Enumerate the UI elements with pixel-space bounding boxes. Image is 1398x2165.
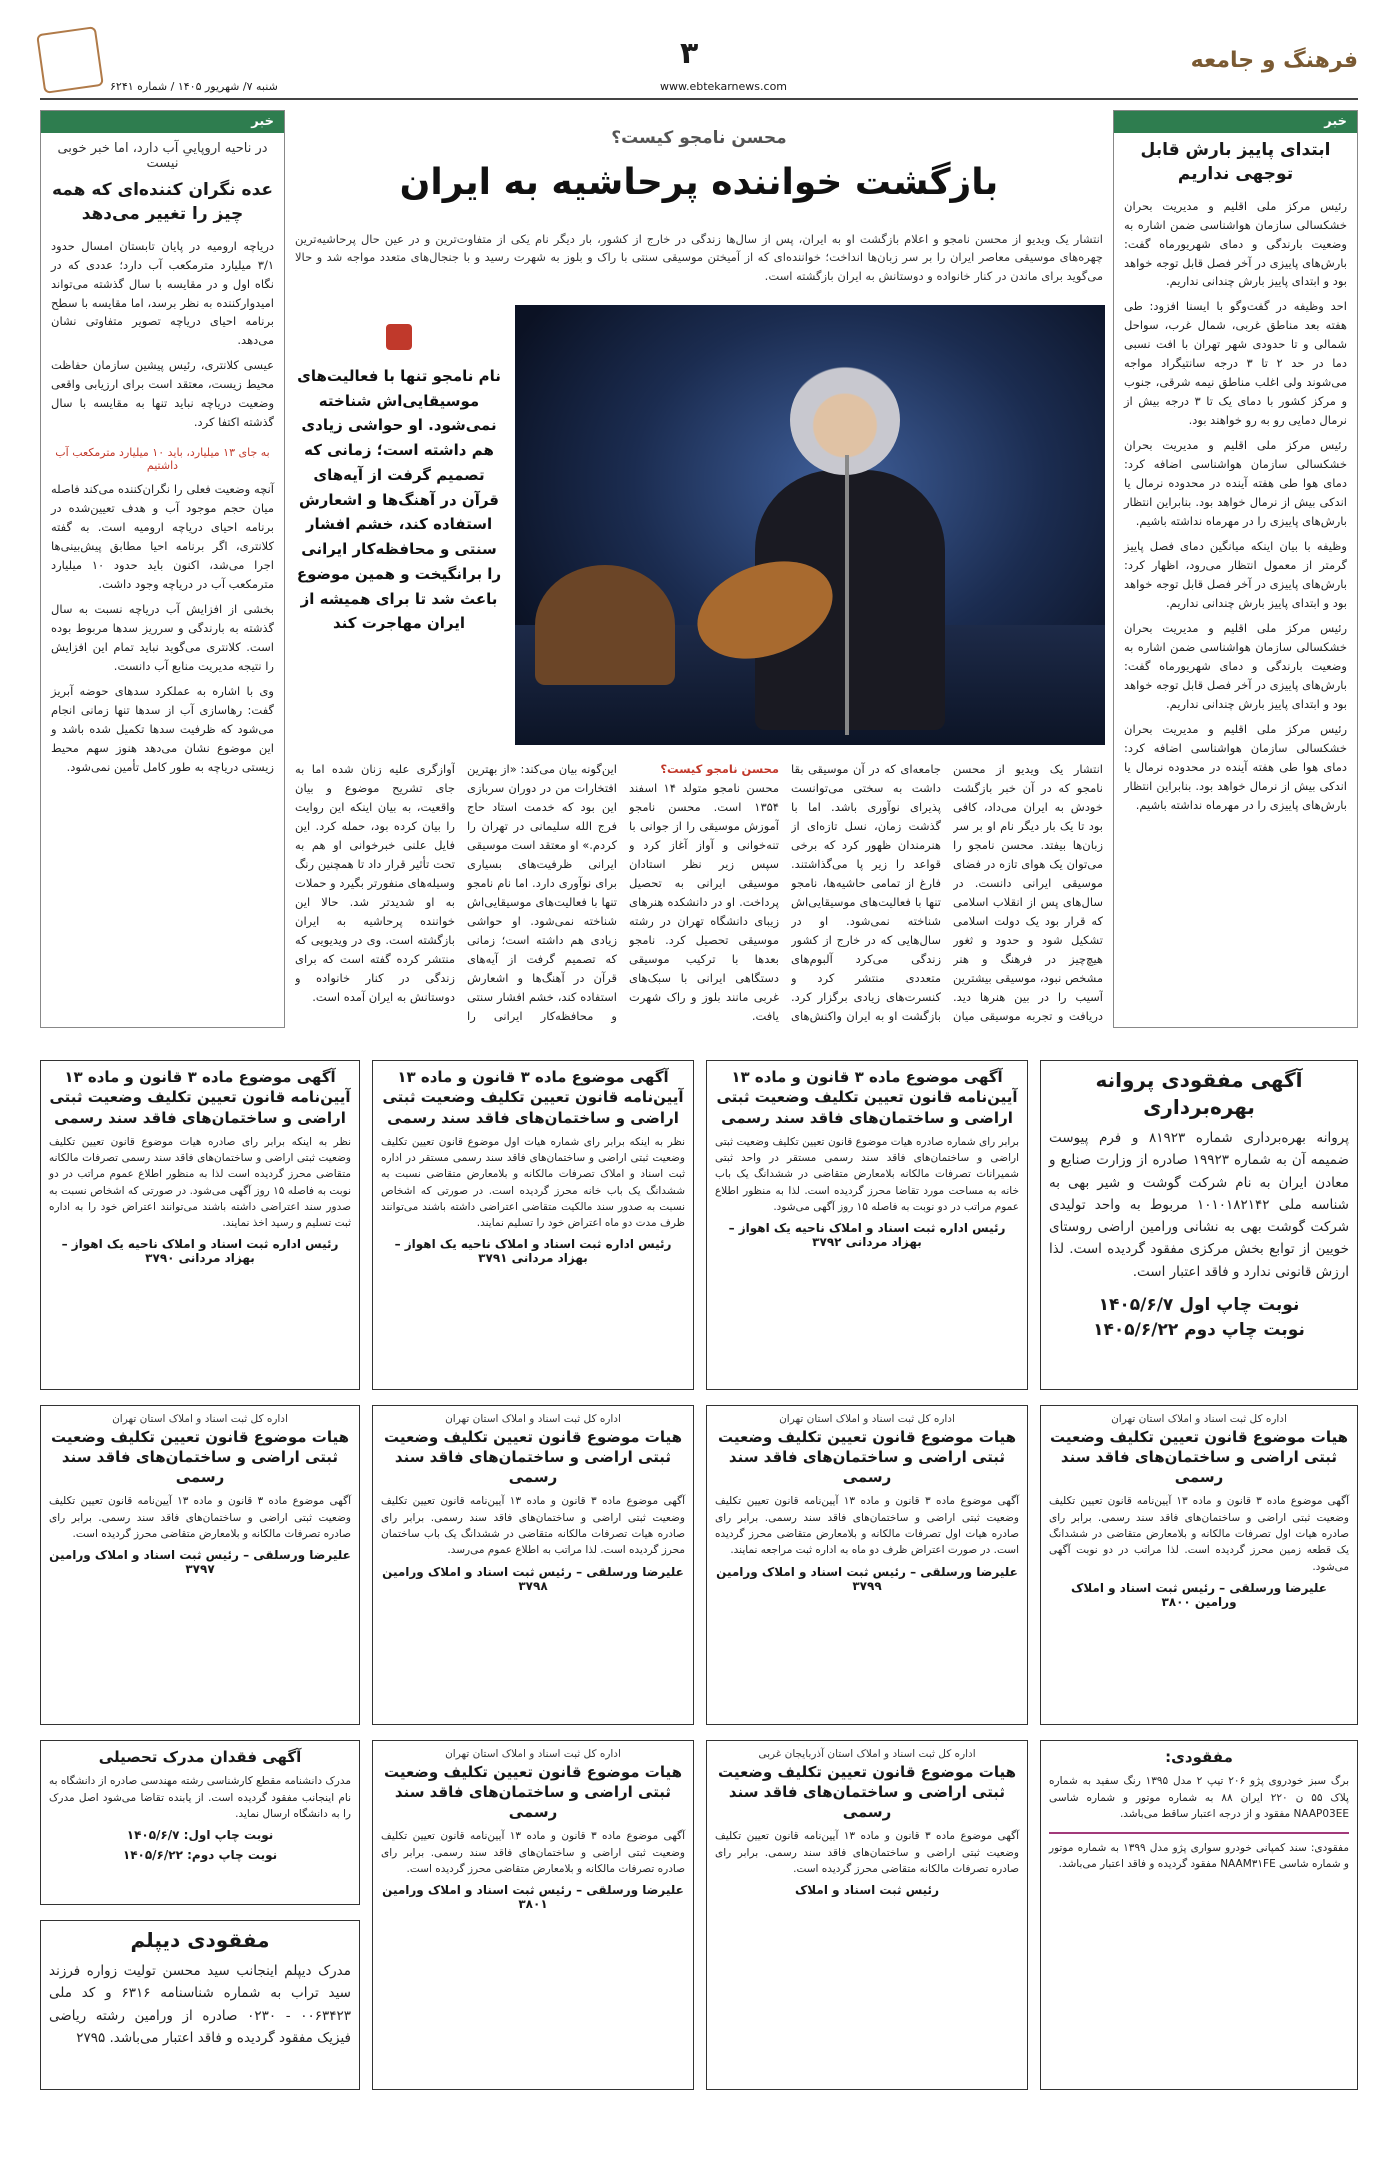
news-label: خبر (41, 111, 284, 133)
paragraph: وی با اشاره به عملکرد سدهای حوضه آبریز گفت: رها‌سازی آب از سدها تنها زمانی انجام می‌شود که ظرفیت سدها تکمیل شده باشد و این موضوع نشان می‌دهد هنوز سهم محیط زیستی دریاچه به طور کامل تأمین نمی‌شود. (51, 683, 274, 774)
ad-body: آگهی موضوع ماده ۳ قانون و ماده ۱۳ آیین‌نامه قانون تعیین تکلیف وضعیت ثبتی اراضی و ساختمان‌های فاقد سند رسمی. برابر رای صادره تصرفات مالکانه متقاضی محرز گردیده است. (715, 1830, 1020, 1875)
ad-title: هیات موضوع قانون تعیین تکلیف وضعیت ثبتی اراضی و ساختمان‌های فاقد سند رسمی (383, 1427, 683, 1487)
ad-title: مفقودی دیپلم (130, 1928, 270, 1952)
ad-body: آگهی موضوع ماده ۳ قانون و ماده ۱۳ آیین‌نامه قانون تعیین تکلیف وضعیت ثبتی اراضی و ساختمان‌های فاقد سند رسمی. برابر رای صادره تصرفات مالکانه و بلامعارض متقاضی محرز گردیده است. (381, 1830, 686, 1875)
ad-lost-car-documents (1040, 1740, 1358, 2090)
ad-body: نظر به اینکه برابر رای شماره هیات اول موضوع قانون تعیین تکلیف وضعیت ثبتی اراضی و ساختمان‌های فاقد سند رسمی مستقر در اداره ثبت اسناد و املاک تصرفات مالکانه و بلامعارض متقاضی نسبت به ششدانگ یک باب خانه محرز گردیده است. در صورتی که اشخاص نسبت به صدور سند مالکیت متقاضی اعتراضی داشته باشند می‌توانند ظرف مدت دو ماه اعتراض خود را تسلیم نمایند. (381, 1135, 685, 1230)
ad-body: آگهی موضوع ماده ۳ قانون و ماده ۱۳ آیین‌نامه قانون تعیین تکلیف وضعیت ثبتی اراضی و ساختمان‌های فاقد سند رسمی. برابر رای صادره هیات تصرفات مالکانه متقاضی در ششدانگ یک باب ساختمان محرز گردیده است. لذا مراتب به اطلاع عموم می‌رسد. (381, 1495, 686, 1557)
section-title: فرهنگ و جامعه (1190, 48, 1358, 73)
ad-foot: علیرضا ورسلقی – رئیس ثبت اسناد و املاک ورامین ۳۸۰۱ (382, 1883, 684, 1912)
ad-title: هیات موضوع قانون تعیین تکلیف وضعیت ثبتی اراضی و ساختمان‌های فاقد سند رسمی (1049, 1427, 1349, 1487)
ad-foot: علیرضا ورسلقی – رئیس ثبت اسناد و املاک ورامین ۳۷۹۸ (382, 1564, 684, 1593)
paragraph: آنچه وضعیت فعلی را نگران‌کننده می‌کند فاصله میان حجم موجود آب و هدف تعیین‌شده در برنامه احیای دریاچه ارومیه است. به گفته کلانتری، اگر برنامه احیا مطابق پیش‌بینی‌ها اجرا می‌شد، اکنون باید حدود ۱۰ میلیارد مترمکعب آب در دریاچه وجود داشت. (51, 482, 274, 592)
ad-org: اداره کل ثبت اسناد و املاک استان تهران (445, 1413, 621, 1425)
ad-title: هیات موضوع قانون تعیین تکلیف وضعیت ثبتی اراضی و ساختمان‌های فاقد سند رسمی (717, 1762, 1017, 1822)
paragraph: رئیس مرکز ملی اقلیم و مدیریت بحران خشکسالی سازمان هواشناسی ضمن اشاره به وضعیت بارندگی و دمای شهریورماه گفت: بارش‌های پاییزی در آخر فصل قابل توجه خواهد بود و ابتدای پاییز بارش چندانی نداریم. (1124, 620, 1347, 711)
newspaper-logo (36, 26, 104, 94)
ad-varamin-3799 (706, 1405, 1028, 1725)
ad-body: نظر به اینکه برابر رای صادره هیات موضوع قانون تعیین تکلیف وضعیت ثبتی اراضی و ساختمان‌های فاقد سند رسمی تصرفات مالکانه متقاضی محرز گردیده است لذا به منظور اطلاع عموم مراتب در دو نوبت به فاصله ۱۵ روز آگهی می‌شود. در صورتی که اشخاص نسبت به صدور سند اعتراضی داشته باشند می‌توانند اعتراض خود را به اداره ثبت تسلیم و رسید اخذ نمایند. (49, 1135, 351, 1230)
ad-title: هیات موضوع قانون تعیین تکلیف وضعیت ثبتی اراضی و ساختمان‌های فاقد سند رسمی (50, 1427, 350, 1487)
photo-caption (295, 324, 503, 636)
left-news-body (41, 233, 284, 443)
ad-registry-3790 (40, 1060, 360, 1390)
article-column-3 (629, 760, 779, 1028)
ad-title: آگهی موضوع ماده ۳ قانون و ماده ۱۳ آیین‌نامه قانون تعیین تکلیف وضعیت ثبتی اراضی و ساختمان‌های فاقد سند رسمی (49, 1068, 351, 1127)
page-header (40, 30, 1358, 100)
ad-date: نوبت چاپ اول ۱۴۰۵/۶/۷ (1098, 1294, 1300, 1315)
article-lead: انتشار یک ویدیو از محسن نامجو و اعلام بازگشت او به ایران، پس از سال‌ها زندگی در خارج از کشور، بار دیگر نام یکی از متفاوت‌ترین و در عین حال پرحاشیه‌ترین چهره‌های موسیقی معاصر ایران را بر سر زبان‌ها انداخت؛ خواننده‌ای که از آمیختن موسیقی سنتی با راک و بلوز به شهرت رسید و با جنجال‌های متعدد مواجه شد و حالا می‌گوید برای ماندن در کنار خانواده و دوستانش به ایران بازگشته است. (295, 232, 1103, 283)
right-news-title: ابتدای پاییز بارش قابل توجهی نداریم (1140, 140, 1331, 184)
main-article (295, 110, 1103, 1028)
ad-varamin-3801 (372, 1740, 694, 2090)
ad-body: مدرک دیپلم اینجانب سید محسن تولیت زواره فرزند سید تراب به شماره شناسنامه ۶۳۱۶ و کد ملی ۰۰۶۳۴۲۳ - ۰۲۳۰ صادره از ورامین رشته ریاضی فیزیک مفقود گردیده و فاقد اعتبار می‌باشد. ۲۷۹۵ (49, 1963, 351, 2046)
ad-foot: رئیس اداره ثبت اسناد و املاک ناحیه یک اهواز – بهزاد مردانی ۳۷۹۱ (394, 1237, 672, 1266)
article-kicker: محسن نامجو کیست؟ (611, 128, 787, 148)
page-number: ۳ (680, 36, 699, 71)
ad-license-lost (1040, 1060, 1358, 1390)
paragraph: بخشی از افزایش آب دریاچه نسبت به سال گذشته به بارندگی و سرریز سدها مربوط بوده است. کلانتری می‌گوید نباید تمام این افزایش را نتیجه مدیریت منابع آب دانست. (51, 602, 274, 673)
ad-body: برگ سبز خودروی پژو ۲۰۶ تیپ ۲ مدل ۱۳۹۵ رنگ سفید به شماره پلاک ۵۵ ن ۲۲۰ ایران ۸۸ به شماره موتور و شماره شاسی NAAP03EE مفقود و از درجه اعتبار ساقط می‌باشد. (1049, 1775, 1349, 1820)
ad-registry-3792 (706, 1060, 1028, 1390)
ad-title: آگهی موضوع ماده ۳ قانون و ماده ۱۳ آیین‌نامه قانون تعیین تکلیف وضعیت ثبتی اراضی و ساختمان‌های فاقد سند رسمی (382, 1068, 684, 1127)
site-url[interactable]: www.ebtekarnews.com (660, 80, 788, 93)
ad-org: اداره کل ثبت اسناد و املاک استان تهران (445, 1748, 621, 1760)
ad-body: مدرک دانشنامه مقطع کارشناسی رشته مهندسی صادره از دانشگاه به نام اینجانب مفقود گردیده است. از یابنده تقاضا می‌شود اصل مدرک را به دانشگاه ارسال نماید. (49, 1775, 351, 1820)
article-column-1: انتشار یک ویدیو از محسن نامجو که در آن خبر بازگشت خودش به ایران می‌داد، کافی بود تا یک بار دیگر نام او بر سر زبان‌ها بیفتد. محسن نامجو را می‌توان یک هوای تازه در فضای موسیقی ایرانی دانست. در سال‌های پس از انقلاب اسلامی که قرار بود یک دولت اسلامی تشکیل شود و حدود و ثغور هیچ‌چیز در فرهنگ و هنر مشخص نبود، موسیقی بیشترین آسیب را در بین هنرها دید. دریافت و تجربه موسیقی میان (953, 762, 1103, 1023)
ad-foot: رئیس اداره ثبت اسناد و املاک ناحیه یک اهواز – بهزاد مردانی ۳۷۹۰ (61, 1237, 339, 1266)
ad-org: اداره کل ثبت اسناد و املاک استان تهران (112, 1413, 288, 1425)
left-news-title: عده نگران کننده‌ای که همه چیز را تغییر می‌دهد (51, 180, 274, 224)
ad-varamin-3797 (40, 1405, 360, 1725)
ad-title: هیات موضوع قانون تعیین تکلیف وضعیت ثبتی اراضی و ساختمان‌های فاقد سند رسمی (383, 1762, 683, 1822)
singer-photo (515, 305, 1105, 745)
ad-title: آگهی مفقودی پروانه بهره‌برداری (1095, 1068, 1303, 1119)
ad-azerbaijan (706, 1740, 1028, 2090)
ad-date: نوبت چاپ دوم ۱۴۰۵/۶/۲۲ (1093, 1320, 1305, 1341)
article-column-5: آوازگری علیه زنان شده اما به جای تشریح موضوع و بیان واقعیت، به بیان اینکه این روایت را بیان کرده بود، حمله کرد. این فایل علنی خبرخوانی او هم به تحت تأثیر قرار داد تا همچنین رنگ وسیله‌های منفورتر بگیرد و حملات به او شدیدتر شد. حالا این خواننده پرحاشیه به ایران بازگشته است. وی در ویدیویی که منتشر کرده گفته است که برای زندگی در کنار خانواده و دوستانش به ایران آمده است. (295, 762, 455, 1004)
right-news-box (1113, 110, 1358, 1028)
ad-foot: علیرضا ورسلقی – رئیس ثبت اسناد و املاک ورامین ۳۷۹۷ (49, 1548, 351, 1577)
ad-foot: علیرضا ورسلقی – رئیس ثبت اسناد و املاک ورامین ۳۸۰۰ (1071, 1580, 1327, 1609)
ad-org: اداره کل ثبت اسناد و املاک استان تهران (779, 1413, 955, 1425)
paragraph: رئیس مرکز ملی اقلیم و مدیریت بحران خشکسالی سازمان هواشناسی اضافه کرد: دمای هوا طی هفته آینده در محدوده نرمال یا اندکی بیش از نرمال خواهد بود. بنابراین انتظار بارش‌های پاییزی را در مهرماه نداشته باشیم. (1124, 721, 1347, 812)
right-news-body (1114, 193, 1357, 825)
ad-title: هیات موضوع قانون تعیین تکلیف وضعیت ثبتی اراضی و ساختمان‌های فاقد سند رسمی (717, 1427, 1017, 1487)
paragraph: وظیفه با بیان اینکه میانگین دمای فصل پاییز گرمتر از معمول انتظار می‌رود، اظهار کرد: بارش‌های پاییزی در آخر فصل قابل توجه خواهد بود و ابتدای پاییز بارش چندانی نداریم. (1124, 539, 1347, 610)
paragraph: رئیس مرکز ملی اقلیم و مدیریت بحران خشکسالی سازمان هواشناسی ضمن اشاره به وضعیت بارندگی و دمای شهریورماه گفت: بارش‌های پاییزی در آخر فصل قابل توجه خواهد بود و ابتدای پاییز بارش چندانی نداریم. (1124, 198, 1347, 289)
ad-body: برابر رای شماره صادره هیات موضوع قانون تعیین تکلیف وضعیت ثبتی اراضی و ساختمان‌های فاقد سند رسمی مستقر در واحد ثبتی شمیرانات تصرفات مالکانه بلامعارض متقاضی در ششدانگ یک باب خانه به مساحت مورد تقاضا محرز گردیده است. لذا به منظور اطلاع عموم مراتب در دو نوبت به فاصله ۱۵ روز آگهی می‌شود. (715, 1135, 1019, 1213)
ad-org: اداره کل ثبت اسناد و املاک استان آذربایجان غربی (758, 1748, 976, 1760)
ad-varamin-3800 (1040, 1405, 1358, 1725)
column-subheading: محسن نامجو کیست؟ (660, 762, 779, 776)
microphone-stand-shape (845, 455, 849, 735)
ad-lost-diploma (40, 1920, 360, 2090)
article-column-4: این‌گونه بیان می‌کند: «از بهترین افتخارات من در دوران سربازی این بود که خدمت استاد حاج فرج الله سلیمانی در تهران را کردم.» او معتقد است موسیقی ایرانی ظرفیت‌های بسیاری برای نوآوری دارد. اما نام نامجو تنها با فعالیت‌های موسیقایی‌اش شناخته نمی‌شود. او حواشی زیادی هم داشته است؛ زمانی که تصمیم گرفت از آیه‌های قرآن در آهنگ‌ها و اشعارش استفاده کند، خشم افشار سنتی و محافظه‌کار ایرانی را (467, 762, 617, 1023)
ad-body: پروانه بهره‌برداری شماره ۸۱۹۲۳ و فرم پیوست ضمیمه آن به شماره ۱۹۹۲۳ صادره از وزارت صنایع و معادن ایران به نام شرکت گوشت و شیر بهی به شناسه ملی ۱۰۱۰۱۸۲۱۴۲ مربوط به واحد تولیدی شرکت گوشت بهی به نشانی ورامین اراضی روستای خویین از توابع بخش مرکزی مفقود گردیده است. لذا ارزش قانونی ندارد و فاقد اعتبار است. (1049, 1130, 1349, 1280)
paragraph: احد وظیفه در گفت‌وگو با ایسنا افزود: طی هفته بعد مناطق غربی، شمال غرب، سواحل شمالی و تا حدودی شهر تهران با افت نسبی دما در حد ۲ تا ۳ درجه سانتیگراد مواجه می‌شوند ولی اغلب مناطق نیمه شرقی، جنوب و مرکز کشور با دمای یک تا ۳ درجه بیش از نرمال دمایی رو به رو خواهند بود. (1124, 299, 1347, 428)
ad-lost-degree (40, 1740, 360, 1905)
ad-title: آگهی فقدان مدرک تحصیلی (98, 1748, 302, 1766)
paragraph: عیسی کلانتری، رئیس پیشین سازمان حفاظت محیط زیست، معتقد است برای ارزیابی واقعی وضعیت دریاچه نباید تنها به مقایسه با سال گذشته اکتفا کرد. (51, 358, 274, 430)
ad-foot: رئیس اداره ثبت اسناد و املاک ناحیه یک اهواز – بهزاد مردانی ۳۷۹۲ (728, 1221, 1006, 1250)
instrument-shape (535, 565, 675, 685)
ad-registry-3791 (372, 1060, 694, 1390)
paragraph: رئیس مرکز ملی اقلیم و مدیریت بحران خشکسالی سازمان هواشناسی اضافه کرد: دمای هوا طی هفته آینده در محدوده نرمال یا اندکی بیش از نرمال خواهد بود. بنابراین انتظار بارش‌های پاییزی را در مهرماه نداشته باشیم. (1124, 438, 1347, 529)
caption-text: نام نامجو تنها با فعالیت‌های موسیقایی‌اش شناخته نمی‌شود. او حواشی زیادی هم داشته است؛ زمانی که تصمیم گرفت از آیه‌های قرآن در آهنگ‌ها و اشعارش استفاده کند، خشم افشار سنتی و محافظه‌کار ایرانی را برانگیخت و همین موضوع باعث شد تا برای همیشه از ایران مهاجرت کند (296, 366, 502, 633)
left-news-subtitle: در ناحیه اروپاییِ آب دارد، اما خبر خوبی نیست (57, 141, 268, 171)
column-text: محسن نامجو متولد ۱۴ اسفند ۱۳۵۴ است. محسن نامجو آموزش موسیقی را از جوانی با تنه‌خوانی و آواز آغاز کرد و سپس زیر نظر استادان موسیقی ایرانی به تحصیل پرداخت. او در دانشکده هنرهای زیبای دانشگاه تهران در رشته موسیقی تحصیل کرد. نامجو بعدها با ترکیب موسیقی دستگاهی ایرانی با سبک‌های غربی مانند بلوز و راک شهرت یافت. (629, 780, 779, 1023)
ad-org: اداره کل ثبت اسناد و املاک استان تهران (1111, 1413, 1287, 1425)
news-label: خبر (1114, 111, 1357, 133)
ad-foot: رئیس ثبت اسناد و املاک (795, 1883, 939, 1898)
left-news-box (40, 110, 285, 1028)
article-column-2: جامعه‌ای که در آن موسیقی بقا داشت به سختی می‌توانست پذیرای نوآوری باشد. اما با گذشت زمان، نسل تازه‌ای از هنرمندان ظهور کرد که برخی قواعد را زیر پا می‌گذاشتند. فارغ از تمامی حاشیه‌ها، نامجو تنها با فعالیت‌های موسیقایی‌اش شناخته نمی‌شود. او در سال‌هایی که در خارج از کشور زندگی می‌کرد آلبوم‌های متعددی منتشر کرد و کنسرت‌های زیادی برگزار کرد. بازگشت او به ایران واکنش‌های (791, 762, 941, 1023)
article-headline: بازگشت خواننده پرحاشیه به ایران (399, 162, 999, 203)
paragraph: دریاچه ارومیه در پایان تابستان امسال حدود ۳/۱ میلیارد مترمکعب آب دارد؛ عددی که در نگاه اول و در مقایسه با سال گذشته می‌تواند امیدوارکننده به نظر برسد، اما مقایسه با سطح برنامه احیای دریاچه تصویر متفاوتی نشان می‌دهد. (51, 238, 274, 348)
ad-body: آگهی موضوع ماده ۳ قانون و ماده ۱۳ آیین‌نامه قانون تعیین تکلیف وضعیت ثبتی اراضی و ساختمان‌های فاقد سند رسمی. برابر رای صادره هیات اول تصرفات مالکانه و بلامعارض متقاضی در ششدانگ یک قطعه زمین محرز گردیده است. لذا مراتب در دو نوبت آگهی می‌شود. (1049, 1495, 1349, 1573)
ad-foot: علیرضا ورسلقی – رئیس ثبت اسناد و املاک ورامین ۳۷۹۹ (716, 1564, 1018, 1593)
left-news-quote: به جای ۱۳ میلیارد، باید ۱۰ میلیارد مترمکعب آب داشتیم (55, 446, 270, 473)
ad-varamin-3798 (372, 1405, 694, 1725)
ad-body: آگهی موضوع ماده ۳ قانون و ماده ۱۳ آیین‌نامه قانون تعیین تکلیف وضعیت ثبتی اراضی و ساختمان‌های فاقد سند رسمی. برابر رای صادره تصرفات مالکانه و بلامعارض متقاضی محرز گردیده است. (49, 1495, 351, 1540)
quote-icon (386, 324, 412, 350)
ad-date: نوبت چاپ اول: ۱۴۰۵/۶/۷ (126, 1828, 274, 1843)
issue-info: شنبه ۷/ شهریور ۱۴۰۵ / شماره ۶۲۴۱ (110, 80, 278, 93)
ad-title: مفقودی: (1165, 1748, 1233, 1766)
ad-title: آگهی موضوع ماده ۳ قانون و ماده ۱۳ آیین‌نامه قانون تعیین تکلیف وضعیت ثبتی اراضی و ساختمان‌های فاقد سند رسمی (716, 1068, 1018, 1127)
ad-body-extra: مفقودی: سند کمپانی خودرو سواری پژو مدل ۱۳۹۹ به شماره موتور و شماره شاسی NAAM۳۱FE مفقود گردیده و فاقد اعتبار می‌باشد. (1049, 1832, 1349, 1873)
ad-body: آگهی موضوع ماده ۳ قانون و ماده ۱۳ آیین‌نامه قانون تعیین تکلیف وضعیت ثبتی اراضی و ساختمان‌های فاقد سند رسمی. برابر رای صادره هیات اول تصرفات مالکانه و بلامعارض متقاضی محرز گردیده است. در صورت اعتراض ظرف دو ماه به اداره ثبت مراجعه نمایند. (715, 1495, 1020, 1557)
left-news-body-2 (41, 476, 284, 787)
ad-date: نوبت چاپ دوم: ۱۴۰۵/۶/۲۲ (122, 1848, 278, 1863)
